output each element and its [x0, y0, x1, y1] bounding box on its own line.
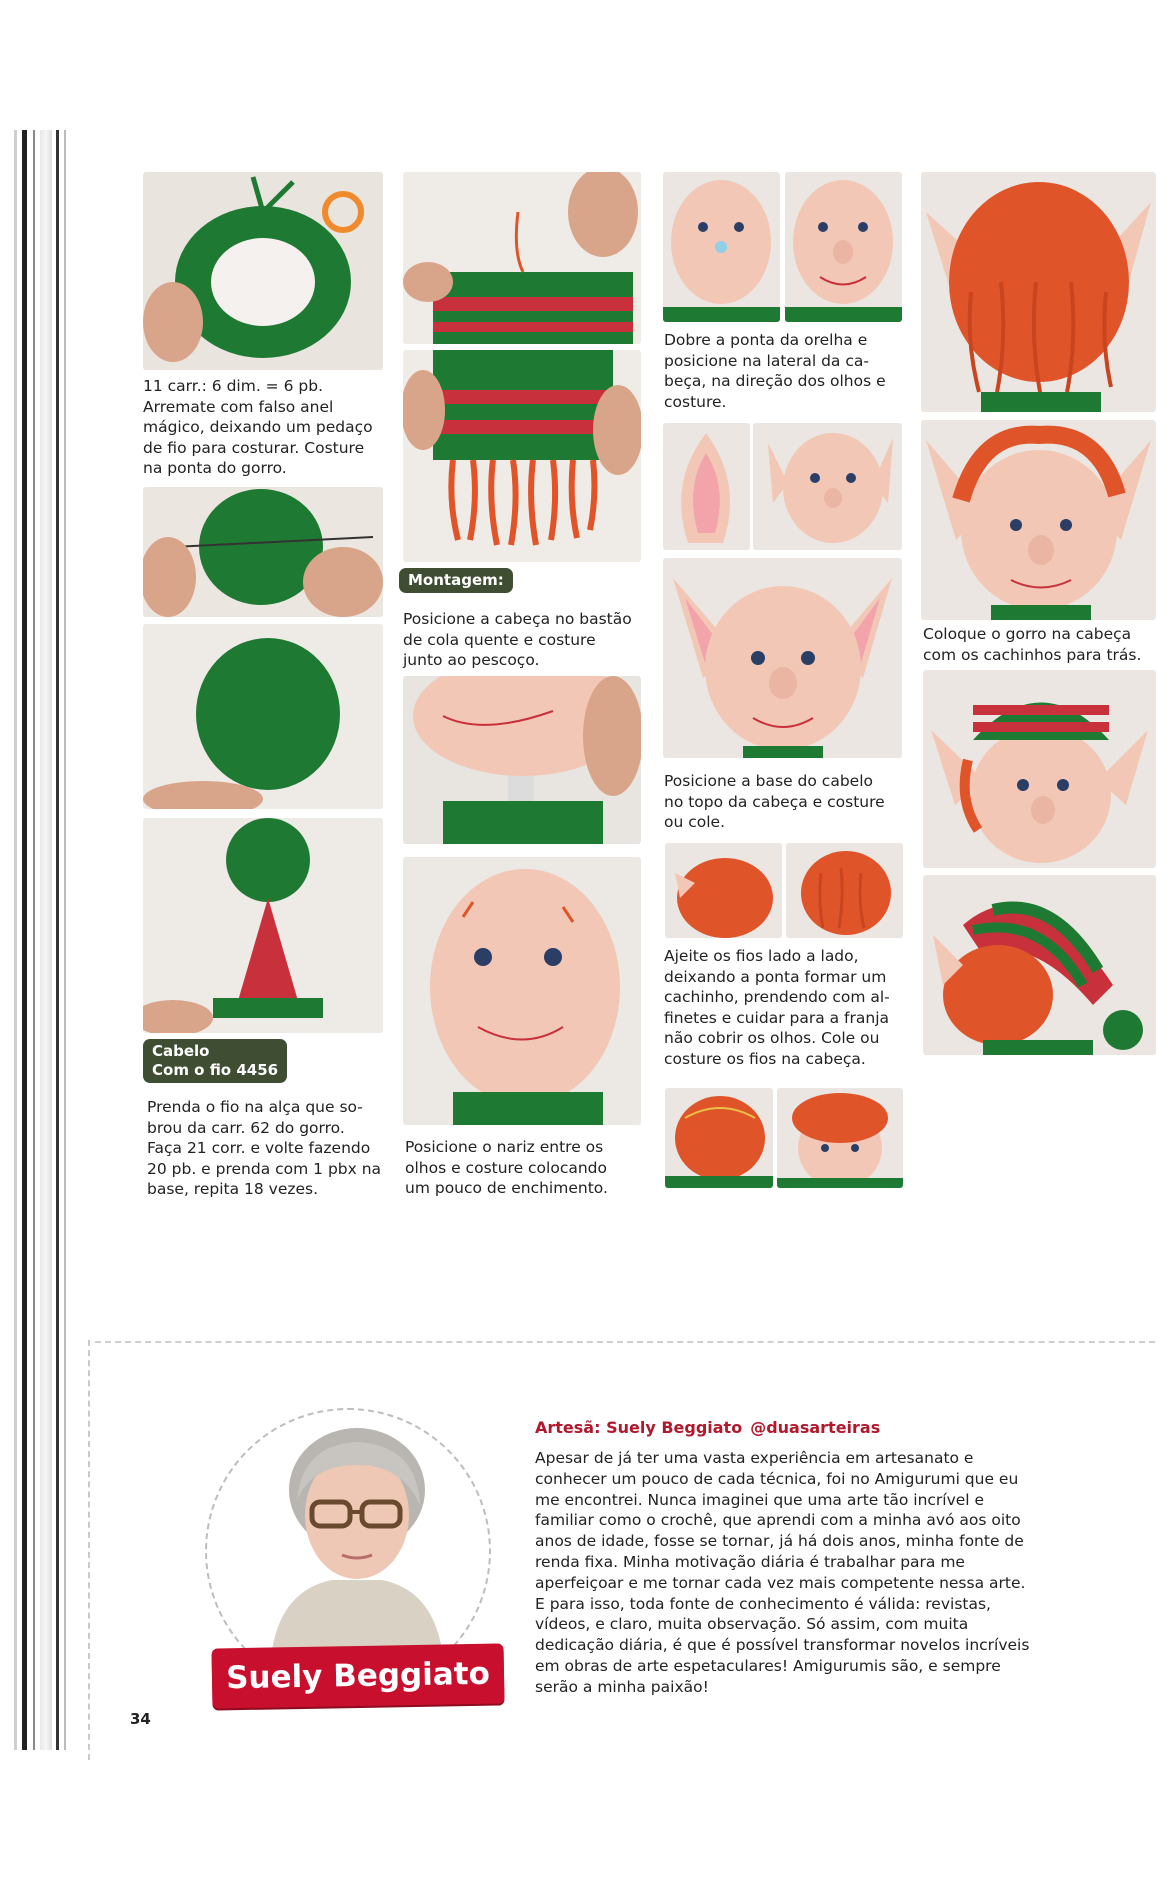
caption-step-6: Posicione a base do cabelo no topo da cabeça e costure ou cole. [664, 772, 885, 831]
artist-portrait [262, 1420, 452, 1650]
photo-ear-piece [663, 423, 750, 550]
photo-green-ball-sewing [143, 487, 383, 617]
photo-hair-back [665, 1088, 773, 1188]
photo-hair-base-1 [665, 843, 782, 938]
caption-step-2: Prenda o fio na alça que so- brou da carr. 62 do gorro. Faça 21 corr. e volte fazendo 20 pb. e prenda com 1 pbx na base, repita 18 vezes. [147, 1098, 382, 1198]
section-divider [95, 1341, 1155, 1343]
photo-face-front-2 [785, 172, 902, 322]
page-binding-dash [88, 1340, 90, 1760]
photo-elf-hat-side [923, 875, 1156, 1055]
photo-face-ears-closeup [663, 558, 902, 758]
photo-hat-hair-strands [403, 350, 641, 562]
caption-step-8: Coloque o gorro na cabeça com os cachinhos para trás. [923, 625, 1142, 664]
photo-face-front-1 [663, 172, 780, 322]
section-label-cabelo: Cabelo Com o fio 4456 [143, 1039, 287, 1083]
artist-heading [535, 1418, 880, 1437]
artist-name-banner: Suely Beggiato [211, 1643, 504, 1708]
section-label-montagem: Montagem: [399, 568, 513, 593]
page-binding-edge [40, 130, 52, 1750]
page-binding-edge [56, 130, 59, 1750]
page-binding-edge [22, 130, 27, 1750]
photo-elf-curly-hair [921, 420, 1156, 620]
photo-hat-with-pompom [143, 818, 383, 1033]
page-binding-edge [33, 130, 35, 1750]
photo-hair-curls-front [777, 1088, 903, 1188]
photo-head-on-stick [403, 676, 641, 844]
caption-step-1: 11 carr.: 6 dim. = 6 pb. Arremate com falso anel mágico, deixando um pedaço de fio para costurar. Costure na ponta do gorro. [143, 377, 373, 477]
photo-elf-with-hat [923, 670, 1156, 868]
photo-hair-base-2 [786, 843, 903, 938]
page-number: 34 [130, 1710, 151, 1728]
artist-label: Artesã: Suely Beggiato [535, 1418, 743, 1437]
artist-bio: Apesar de já ter uma vasta experiência em artesanato e conhecer um pouco de cada técnica, foi no Amigurumi que eu me encontrei. Nunca imaginei que uma arte tão incrível e familiar como o crochê, que aprendi com a minha avó aos oito anos de idade, fosse se tornar, já há dois anos, minha fonte de renda fixa. Minha motivação diária é trabalhar para me aperfeiçoar e me tornar cada vez mais competente nessa arte. E para isso, toda fonte de conhecimento é válida: revistas, vídeos, e claro, muita observação. Só assim, com muita dedicação diária, é que é possível transformar novelos incríveis em obras de arte espetaculares! Amigurumis são, e sempre serão a minha paixão! [535, 1449, 1030, 1696]
caption-step-5: Dobre a ponta da orelha e posicione na lateral da ca- beça, na direção dos olhos e costure. [664, 331, 886, 411]
photo-head-with-eyes [403, 857, 641, 1125]
caption-step-3: Posicione a cabeça no bastão de cola quente e costure junto ao pescoço. [403, 610, 632, 669]
caption-step-4: Posicione o nariz entre os olhos e costure colocando um pouco de enchimento. [405, 1138, 608, 1197]
photo-green-ring [143, 172, 383, 370]
photo-hat-edge-crochet [403, 172, 641, 344]
page-binding-edge [64, 130, 66, 1750]
page-binding-edge [14, 130, 17, 1750]
photo-hair-full-back [921, 172, 1156, 412]
photo-face-with-ears [753, 423, 902, 550]
photo-green-ball [143, 624, 383, 809]
caption-step-7: Ajeite os fios lado a lado, deixando a ponta formar um cachinho, prendendo com al- finetes e cuidar para a franja não cobrir os olhos. Cole ou costure os fios na cabeça. [664, 947, 890, 1068]
artist-handle[interactable]: @duasarteiras [750, 1418, 881, 1437]
